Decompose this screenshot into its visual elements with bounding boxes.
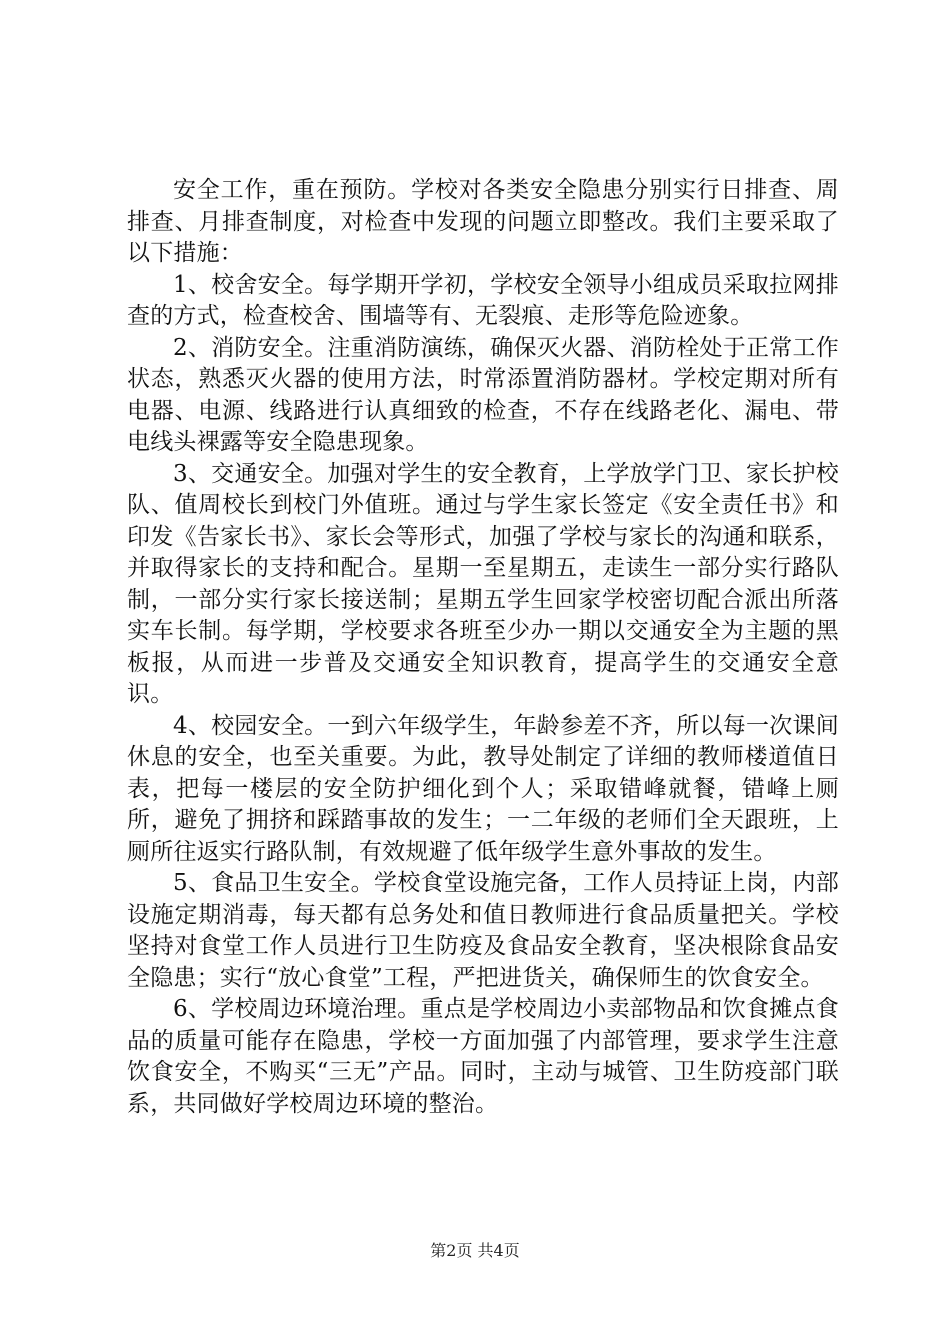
paragraph-surroundings: 6、学校周边环境治理。重点是学校周边小卖部物品和饮食摊点食品的质量可能存在隐患，学校一方面加强了内部管理，要求学生注意饮食安全，不购买“三无”产品。同时，主动与城管、卫生防疫部门联系，共同做好学校周边环境的整治。 <box>127 996 839 1117</box>
paragraph-dormitory-safety: 1、校舍安全。每学期开学初，学校安全领导小组成员采取拉网排查的方式，检查校舍、围墙等有、无裂痕、走形等危险迹象。 <box>127 271 839 329</box>
paragraph-traffic-safety: 3、交通安全。加强对学生的安全教育，上学放学门卫、家长护校队、值周校长到校门外值班。通过与学生家长签定《安全责任书》和印发《告家长书》、家长会等形式，加强了学校与家长的沟通和联系，并取得家长的支持和配合。星期一至星期五，走读生一部分实行路队制，一部分实行家长接送制；星期五学生回家学校密切配合派出所落实车长制。每学期，学校要求各班至少办一期以交通安全为主题的黑板报，从而进一步普及交通安全知识教育，提高学生的交通安全意识。 <box>127 460 839 707</box>
paragraph-campus-safety: 4、校园安全。一到六年级学生，年龄参差不齐，所以每一次课间休息的安全，也至关重要。为此，教导处制定了详细的教师楼道值日表，把每一楼层的安全防护细化到个人；采取错峰就餐，错峰上厕所，避免了拥挤和踩踏事故的发生；一二年级的老师们全天跟班，上厕所往返实行路队制，有效规避了低年级学生意外事故的发生。 <box>127 712 839 865</box>
document-body <box>127 175 839 1120</box>
paragraph-intro: 安全工作，重在预防。学校对各类安全隐患分别实行日排查、周排查、月排查制度，对检查中发现的问题立即整改。我们主要采取了以下措施： <box>127 177 839 266</box>
paragraph-food-safety: 5、食品卫生安全。学校食堂设施完备，工作人员持证上岗，内部设施定期消毒，每天都有总务处和值日教师进行食品质量把关。学校坚持对食堂工作人员进行卫生防疫及食品安全教育，坚决根除食品安全隐患；实行“放心食堂”工程，严把进货关，确保师生的饮食安全。 <box>127 870 839 991</box>
page-footer: 第2页 共4页 <box>430 1241 520 1260</box>
paragraph-fire-safety: 2、消防安全。注重消防演练，确保灭火器、消防栓处于正常工作状态，熟悉灭火器的使用方法，时常添置消防器材。学校定期对所有电器、电源、线路进行认真细致的检查，不存在线路老化、漏电、带电线头裸露等安全隐患现象。 <box>127 334 839 455</box>
